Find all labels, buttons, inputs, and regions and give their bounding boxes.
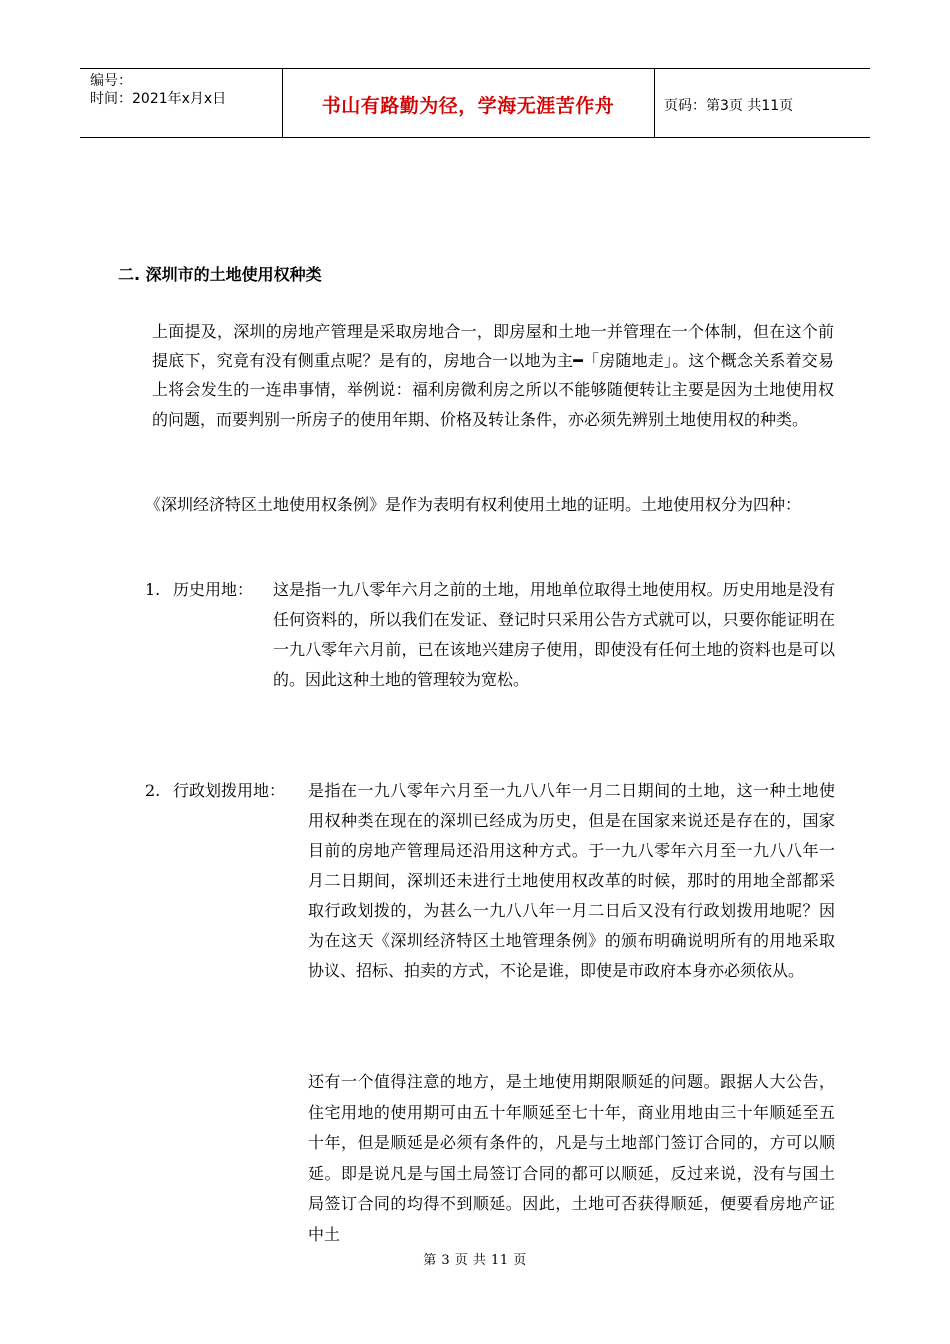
list-item-extra-paragraph: 还有一个值得注意的地方，是土地使用期限顺延的问题。跟据人大公告，住宅用地的使用期可由五十年顺延至七十年，商业用地由三十年顺延至五十年，但是顺延是必须有条件的，凡是与土地部门签订合同的，方可以顺延。即是说凡是与国土局签订合同的都可以顺延，反过来说，没有与国土局签订合同的均得不到顺延。因此，土地可否获得顺延，便要看房地产证中土	[308, 1072, 835, 1244]
list-item-text: 这是指一九八零年六月之前的土地，用地单位取得土地使用权。历史用地是没有任何资料的，所以我们在发证、登记时只采用公告方式就可以，只要你能证明在一九八零年六月前，已在该地兴建房子使用，即使没有任何土地的资料也是可以的。因此这种土地的管理较为宽松。	[273, 580, 835, 689]
intro-paragraph: 上面提及，深圳的房地产管理是采取房地合一，即房屋和土地一并管理在一个体制，但在这个前提底下，究竟有没有侧重点呢？是有的，房地合一以地为主━「房随地走」。这个概念关系着交易上将会发生的一连串事情，举例说：福利房微利房之所以不能够随便转让主要是因为土地使用权的问题，而要判别一所房子的使用年期、价格及转让条件，亦必须先辨别土地使用权的种类。	[152, 322, 834, 429]
header-motto: 书山有路勤为径，学海无涯苦作舟	[321, 95, 615, 117]
document-date-label: 时间：2021年x月x日	[90, 91, 227, 107]
header-page-code: 页码：第3页 共11页	[664, 98, 794, 114]
section-title: 二. 深圳市的土地使用权种类	[118, 265, 322, 284]
list-item-label: 行政划拨用地：	[173, 781, 286, 800]
header-info-cell	[80, 69, 283, 137]
list-item-number: 2.	[145, 781, 161, 800]
page-footer: 第 3 页 共 11 页	[423, 1253, 527, 1268]
page-header	[80, 68, 870, 138]
list-item-text: 是指在一九八零年六月至一九八八年一月二日期间的土地，这一种土地使用权种类在现在的深圳已经成为历史，但是在国家来说还是存在的，国家目前的房地产管理局还沿用这种方式。于一九八零年六月至一九八八年一月二日期间，深圳还未进行土地使用权改革的时候，那时的用地全部都采取行政划拨的，为甚么一九八八年一月二日后又没有行政划拨用地呢？因为在这天《深圳经济特区土地管理条例》的颁布明确说明所有的用地采取协议、招标、拍卖的方式，不论是谁，即使是市政府本身亦必须依从。	[308, 781, 835, 980]
list-item-label: 历史用地：	[173, 580, 254, 599]
list-item-number: 1.	[145, 580, 161, 599]
regulation-paragraph: 《深圳经济特区土地使用权条例》是作为表明有权利使用土地的证明。土地使用权分为四种：	[145, 495, 802, 514]
header-motto-cell	[282, 69, 655, 137]
header-page-cell	[654, 69, 870, 137]
document-number-label: 编号：	[90, 73, 132, 89]
